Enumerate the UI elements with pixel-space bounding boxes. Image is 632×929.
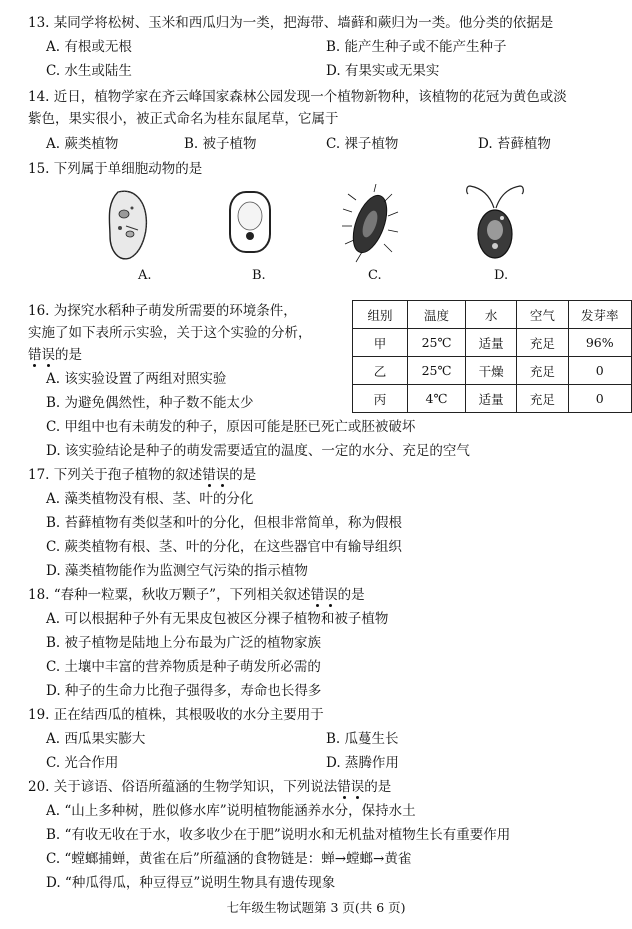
q19-option-a: A. 西瓜果实膨大 <box>46 731 146 747</box>
emphasis-char: 误 <box>324 587 338 603</box>
emphasis-char: 错 <box>310 587 325 603</box>
emphasis-char: 误 <box>350 779 365 795</box>
cell-illustration <box>226 188 276 258</box>
q16-experiment-table <box>352 300 632 413</box>
q20-stem-head: 20. 关于谚语、俗语所蕴涵的生物学知识，下列说法 <box>28 779 338 795</box>
q18-option-b: B. 被子植物是陆地上分布最为广泛的植物家族 <box>46 635 322 651</box>
q14-option-b: B. 被子植物 <box>184 136 257 152</box>
table-cell: 充足 <box>517 329 568 357</box>
table-header-cell: 空气 <box>517 301 568 329</box>
q13-option-b: B. 能产生种子或不能产生种子 <box>326 39 507 55</box>
table-cell: 丙 <box>353 385 408 413</box>
q16-option-d: D. 该实验结论是种子的萌发需要适宜的温度、一定的水分、充足的空气 <box>46 443 470 459</box>
q18-stem-tail: 的是 <box>337 587 365 603</box>
table-header-row <box>353 301 632 329</box>
q16-option-c: C. 甲组中也有未萌发的种子，原因可能是胚已死亡或胚被破坏 <box>46 419 416 435</box>
q20-option-c: C. “螳螂捕蝉，黄雀在后”所蕴涵的食物链是：蝉→螳螂→黄雀 <box>46 851 412 867</box>
q17-option-d: D. 藻类植物能作为监测空气污染的指示植物 <box>46 563 308 579</box>
q20-option-b: B. “有收无收在于水，收多收少在于肥”说明水和无机盐对植物生长有重要作用 <box>46 827 511 843</box>
q15-stem: 15. 下列属于单细胞动物的是 <box>28 161 203 177</box>
q17-option-a: A. 藻类植物没有根、茎、叶的分化 <box>46 491 254 507</box>
q14-stem-line2: 紫色，果实很小，被正式命名为桂东鼠尾草，它属于 <box>28 111 339 127</box>
table-cell: 充足 <box>517 357 568 385</box>
q20-stem-tail: 的是 <box>364 779 392 795</box>
q18-option-a: A. 可以根据种子外有无果皮包被区分裸子植物和被子植物 <box>46 611 389 627</box>
q20-option-d: D. “种瓜得瓜，种豆得豆”说明生物具有遗传现象 <box>46 875 336 891</box>
table-cell: 25℃ <box>408 329 466 357</box>
table-cell: 25℃ <box>408 357 466 385</box>
q16-stem-line2: 实施了如下表所示实验，关于这个实验的分析， <box>28 325 312 341</box>
bacterium-illustration <box>340 184 400 268</box>
table-cell: 适量 <box>465 329 516 357</box>
q18-option-c: C. 土壤中丰富的营养物质是种子萌发所必需的 <box>46 659 321 675</box>
table-header-cell: 发芽率 <box>568 301 631 329</box>
table-row <box>353 385 632 413</box>
q19-option-c: C. 光合作用 <box>46 755 119 771</box>
q18-option-d: D. 种子的生命力比孢子强得多，寿命也长得多 <box>46 683 322 699</box>
q16-stem-tail: 的是 <box>55 347 82 363</box>
q13-option-d: D. 有果实或无果实 <box>326 63 440 79</box>
q17-stem <box>28 466 256 484</box>
q17-option-b: B. 苔藓植物有类似茎和叶的分化，但根非常简单，称为假根 <box>46 515 403 531</box>
q14-option-a: A. 蕨类植物 <box>46 136 119 152</box>
table-cell: 乙 <box>353 357 408 385</box>
q14-stem-line1: 14. 近日，植物学家在齐云峰国家森林公园发现一个植物新物种，该植物的花冠为黄色或淡 <box>28 89 567 105</box>
q19-stem: 19. 正在结西瓜的植株，其根吸收的水分主要用于 <box>28 707 324 723</box>
table-row <box>353 329 632 357</box>
table-cell: 干燥 <box>465 357 516 385</box>
q13-stem: 13. 某同学将松树、玉米和西瓜归为一类，把海带、墙藓和蕨归为一类。他分类的依据是 <box>28 15 554 31</box>
table-cell: 适量 <box>465 385 516 413</box>
q13-option-c: C. 水生或陆生 <box>46 63 132 79</box>
q16-option-b: B. 为避免偶然性，种子数不能太少 <box>46 395 254 411</box>
table-cell: 充足 <box>517 385 568 413</box>
table-cell: 甲 <box>353 329 408 357</box>
page-footer: 七年级生物试题第 3 页(共 6 页) <box>226 900 406 915</box>
q15-label-b: B. <box>252 268 266 283</box>
table-cell: 0 <box>568 385 631 413</box>
q20-option-a: A. “山上多种树，胜似修水库”说明植物能涵养水分，保持水土 <box>46 803 416 819</box>
emphasis-char: 误 <box>41 347 55 363</box>
q14-option-d: D. 苔藓植物 <box>478 136 551 152</box>
table-header-cell: 组别 <box>353 301 408 329</box>
q20-stem <box>28 778 391 796</box>
table-cell: 96% <box>568 329 631 357</box>
chlamydomonas-illustration <box>462 180 528 266</box>
table-header-cell: 水 <box>465 301 516 329</box>
table-header-cell: 温度 <box>408 301 466 329</box>
q16-stem-line1: 16. 为探究水稻种子萌发所需要的环境条件， <box>28 303 297 319</box>
emphasis-char: 错 <box>28 347 42 363</box>
paramecium-illustration <box>100 186 160 262</box>
q18-stem-head: 18. “春种一粒粟，秋收万颗子”，下列相关叙述 <box>28 587 311 603</box>
table-cell: 4℃ <box>408 385 466 413</box>
q17-stem-tail: 的是 <box>229 467 257 483</box>
table-row <box>353 357 632 385</box>
q16-stem-line3 <box>28 346 82 364</box>
emphasis-char: 错 <box>337 779 351 795</box>
emphasis-char: 错 <box>202 467 216 483</box>
q16-option-a: A. 该实验设置了两组对照实验 <box>46 371 227 387</box>
q17-stem-head: 17. 下列关于孢子植物的叙述 <box>28 467 203 483</box>
q18-stem <box>28 586 365 604</box>
q15-label-a: A. <box>138 268 152 283</box>
emphasis-char: 误 <box>215 467 230 483</box>
table-cell: 0 <box>568 357 631 385</box>
q15-label-c: C. <box>368 268 382 283</box>
q14-option-c: C. 裸子植物 <box>326 136 399 152</box>
q13-option-a: A. 有根或无根 <box>46 39 132 55</box>
q17-option-c: C. 蕨类植物有根、茎、叶的分化，在这些器官中有输导组织 <box>46 539 402 555</box>
q19-option-d: D. 蒸腾作用 <box>326 755 399 771</box>
q19-option-b: B. 瓜蔓生长 <box>326 731 399 747</box>
q15-label-d: D. <box>494 268 509 283</box>
